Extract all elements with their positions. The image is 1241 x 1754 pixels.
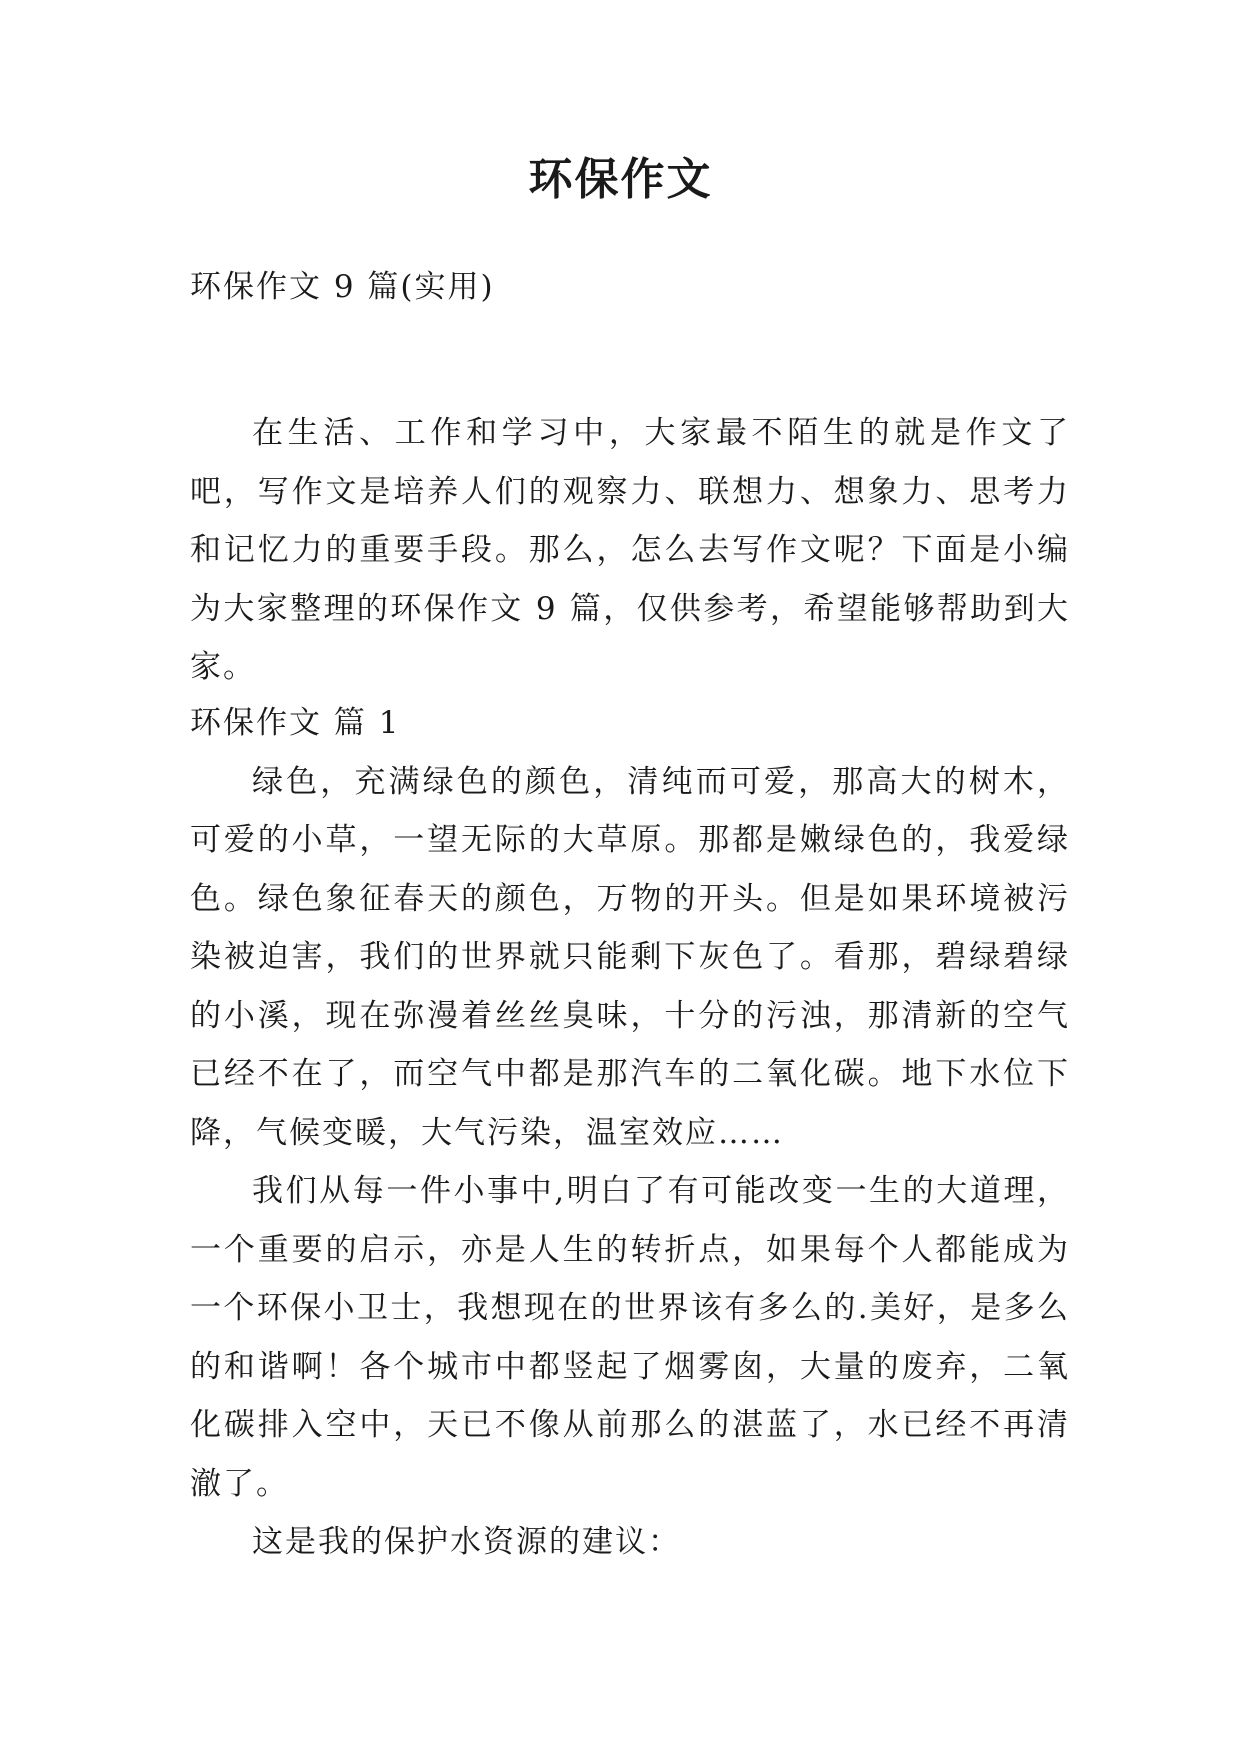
- document-title: 环保作文: [528, 154, 713, 205]
- section-heading: 环保作文 篇 1: [190, 705, 401, 741]
- intro-section: [190, 404, 1070, 697]
- section-paragraph: 这是我的保护水资源的建议：: [252, 1524, 681, 1560]
- document-subtitle: 环保作文 9 篇(实用): [190, 269, 495, 305]
- essay-section-1: [190, 694, 1070, 1572]
- intro-paragraph: 在生活、工作和学习中，大家最不陌生的就是作文了吧，写作文是培养人们的观察力、联想力、想象力、思考力和记忆力的重要手段。那么，怎么去写作文呢？下面是小编为大家整理的环保作文 9 篇，仅供参考，希望能够帮助到大家。: [190, 415, 1070, 685]
- section-paragraph: 绿色，充满绿色的颜色，清纯而可爱，那高大的树木，可爱的小草，一望无际的大草原。那都是嫩绿色的，我爱绿色。绿色象征春天的颜色，万物的开头。但是如果环境被污染被迫害，我们的世界就只能剩下灰色了。看那，碧绿碧绿的小溪，现在弥漫着丝丝臭味，十分的污浊，那清新的空气已经不在了，而空气中都是那汽车的二氧化碳。地下水位下降，气候变暖，大气污染，温室效应……: [190, 763, 1070, 1151]
- section-paragraph: 我们从每一件小事中,明白了有可能改变一生的大道理，一个重要的启示，亦是人生的转折点，如果每个人都能成为一个环保小卫士，我想现在的世界该有多么的.美好，是多么的和谐啊！各个城市中都竖起了烟雾囱，大量的废弃，二氧化碳排入空中，天已不像从前那么的湛蓝了，水已经不再清澈了。: [190, 1173, 1070, 1502]
